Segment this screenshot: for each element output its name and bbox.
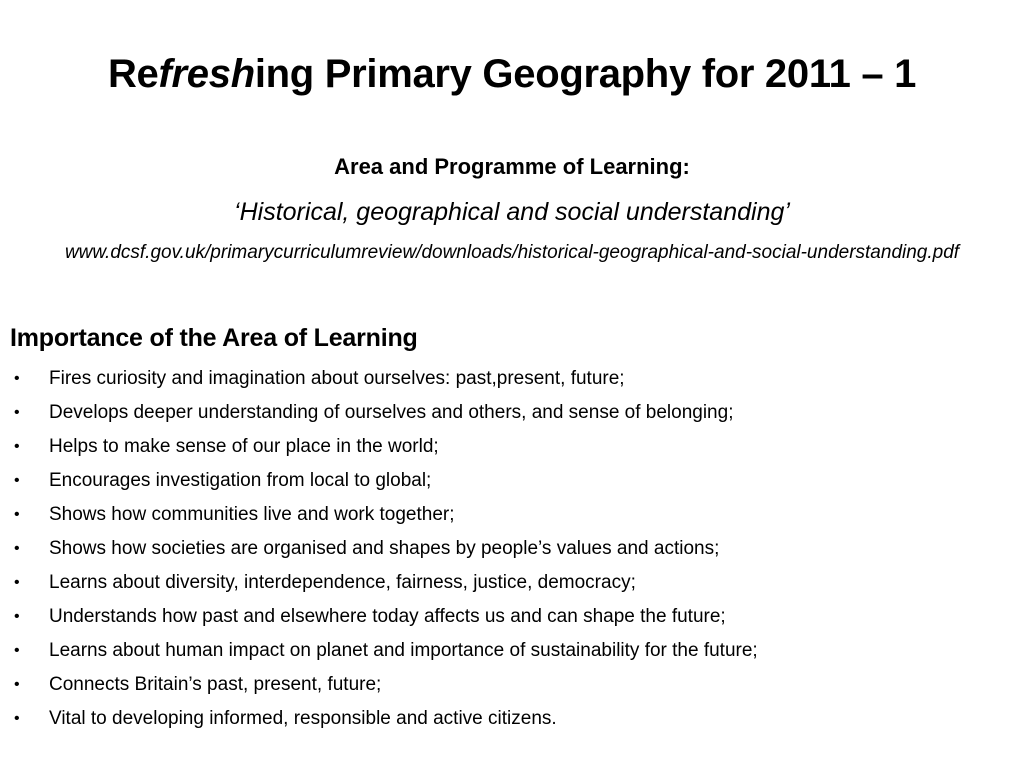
list-item — [10, 396, 1010, 430]
source-url: www.dcsf.gov.uk/primarycurriculumreview/downloads/historical-geographical-and-social-understanding.pdf — [64, 242, 960, 263]
list-item — [10, 634, 1010, 668]
bullet-text: Learns about diversity, interdependence, fairness, justice, democracy; — [49, 572, 636, 593]
title-part-re: Re — [107, 52, 159, 96]
bullet-text: Encourages investigation from local to global; — [49, 470, 432, 491]
bullet-text: Connects Britain’s past, present, future; — [49, 674, 382, 695]
list-item — [10, 430, 1010, 464]
bullet-icon: • — [14, 370, 20, 387]
list-item — [10, 600, 1010, 634]
bullet-text: Helps to make sense of our place in the world; — [49, 436, 439, 457]
bullet-text: Vital to developing informed, responsible and active citizens. — [49, 708, 557, 729]
bullet-icon: • — [14, 404, 20, 421]
bullet-text: Understands how past and elsewhere today affects us and can shape the future; — [49, 606, 726, 627]
area-programme-heading: Area and Programme of Learning: — [334, 154, 690, 179]
list-item — [10, 464, 1010, 498]
bullet-icon: • — [14, 506, 20, 523]
bullet-text: Fires curiosity and imagination about ourselves: past,present, future; — [49, 368, 625, 389]
bullet-icon: • — [14, 676, 20, 693]
list-item — [10, 532, 1010, 566]
list-item — [10, 362, 1010, 396]
list-item — [10, 498, 1010, 532]
bullet-icon: • — [14, 540, 20, 557]
bullet-text: Learns about human impact on planet and importance of sustainability for the future; — [49, 640, 758, 661]
bullet-icon: • — [14, 574, 20, 591]
section-heading: Importance of the Area of Learning — [10, 324, 418, 352]
bullet-icon: • — [14, 710, 20, 727]
list-item — [10, 668, 1010, 702]
bullet-icon: • — [14, 642, 20, 659]
bullet-icon: • — [14, 472, 20, 489]
programme-title: ‘Historical, geographical and social understanding’ — [234, 198, 790, 226]
list-item — [10, 702, 1010, 736]
bullet-text: Develops deeper understanding of ourselves and others, and sense of belonging; — [49, 402, 734, 423]
bullet-icon: • — [14, 438, 20, 455]
bullet-icon: • — [14, 608, 20, 625]
bullet-text: Shows how communities live and work together; — [49, 504, 455, 525]
title-part-rest: ing Primary Geography for 2011 – 1 — [254, 52, 917, 96]
list-item — [10, 566, 1010, 600]
slide-title — [0, 48, 1024, 100]
title-part-fresh: fresh — [158, 52, 255, 96]
bullet-text: Shows how societies are organised and shapes by people’s values and actions; — [49, 538, 720, 559]
bullet-list — [10, 362, 1010, 736]
